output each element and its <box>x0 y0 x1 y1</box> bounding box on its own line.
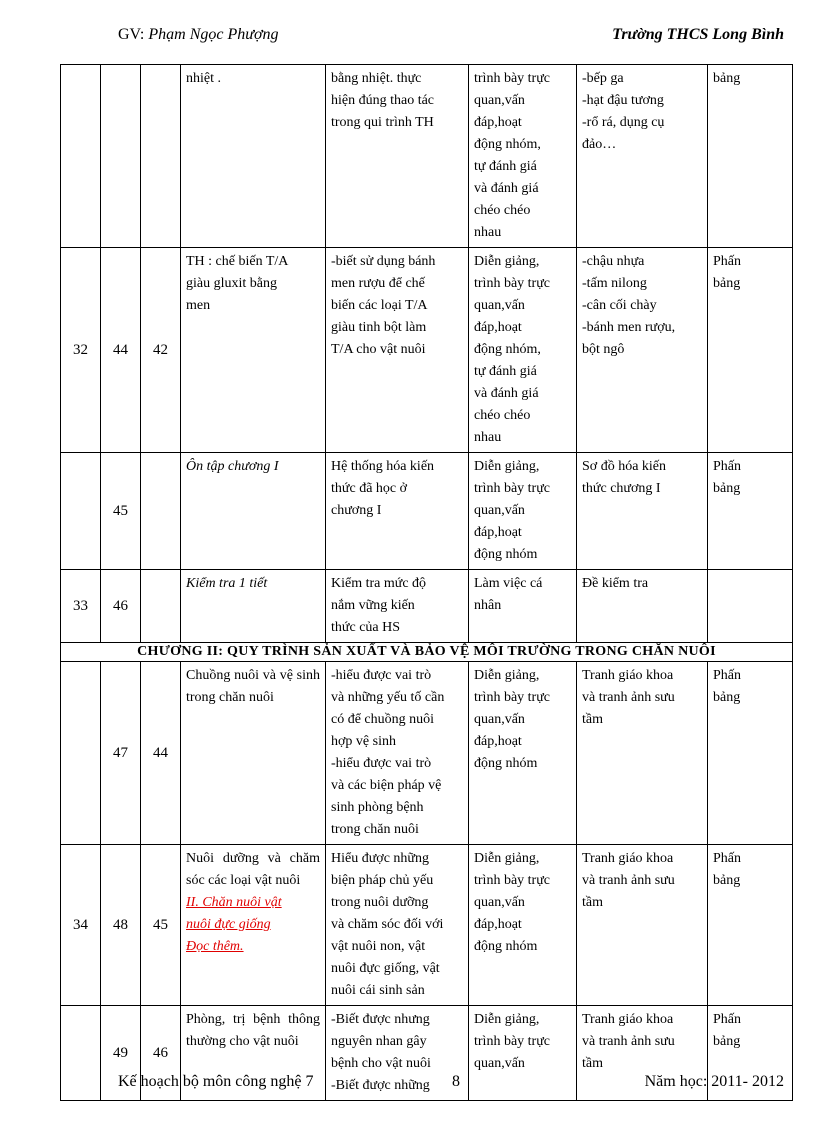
week-cell <box>61 65 101 248</box>
ppct-cell <box>141 570 181 643</box>
objectives-cell <box>326 453 469 570</box>
ppct-cell <box>141 65 181 248</box>
objectives-text: -biết sử dụng bánh men rượu để chế biến các loại T/A giàu tinh bột làm T/A cho vật nuôi <box>331 254 436 357</box>
methods-text: Làm việc cá nhân <box>474 576 543 613</box>
notes-cell <box>708 65 793 248</box>
notes-text: Phấn bảng <box>713 459 741 496</box>
objectives-cell <box>326 248 469 453</box>
notes-cell <box>708 570 793 643</box>
methods-cell <box>469 662 577 845</box>
chapter-heading: CHƯƠNG II: QUY TRÌNH SẢN XUẤT VÀ BẢO VỆ MÔI TRƯỜNG TRONG CHĂN NUÔI <box>61 643 793 662</box>
notes-text: Phấn bảng <box>713 1012 741 1049</box>
notes-text: Phấn bảng <box>713 668 741 705</box>
methods-text: Diễn giảng, trình bày trực quan,vấn đáp,hoạt động nhóm <box>474 668 551 771</box>
week-cell <box>61 662 101 845</box>
methods-text: trình bày trực quan,vấn đáp,hoạt động nhóm, tự đánh giá và đánh giá chéo chéo nhau <box>474 71 551 240</box>
materials-text: Tranh giáo khoa và tranh ảnh sưu tầm <box>582 668 675 727</box>
period-cell: 46 <box>101 570 141 643</box>
lesson-plan-table <box>60 64 793 1101</box>
notes-cell <box>708 453 793 570</box>
notes-text: bảng <box>713 71 741 86</box>
lesson-text: Phòng, trị bệnh thông thường cho vật nuôi <box>186 1012 320 1049</box>
footer-title: Kế hoạch bộ môn công nghệ 7 <box>118 1073 314 1090</box>
table-row <box>61 65 793 248</box>
notes-cell <box>708 662 793 845</box>
period-cell: 49 <box>101 1006 141 1101</box>
period-cell: 45 <box>101 453 141 570</box>
week-cell: 34 <box>61 845 101 1006</box>
notes-cell <box>708 845 793 1006</box>
ppct-cell: 44 <box>141 662 181 845</box>
methods-text: Diễn giảng, trình bày trực quan,vấn đáp,hoạt động nhóm <box>474 851 551 954</box>
period-cell: 48 <box>101 845 141 1006</box>
objectives-text: Hiểu được những biện pháp chủ yếu trong nuôi dưỡng và chăm sóc đối với vật nuôi non, vật nuôi đực giống, vật nuôi cái sinh sản <box>331 851 444 998</box>
materials-cell <box>577 248 708 453</box>
page-header-school: Trường THCS Long Bình <box>612 26 784 43</box>
lesson-text: Kiểm tra 1 tiết <box>186 576 268 591</box>
objectives-text: Hệ thống hóa kiến thức đã học ở chương I <box>331 459 435 518</box>
table-row <box>61 845 793 1006</box>
footer-school-year: Năm học: 2011- 2012 <box>644 1073 784 1090</box>
materials-cell <box>577 845 708 1006</box>
methods-cell <box>469 1006 577 1101</box>
lesson-cell <box>181 65 326 248</box>
ppct-cell: 45 <box>141 845 181 1006</box>
materials-text: Đề kiểm tra <box>582 576 649 591</box>
table-row <box>61 453 793 570</box>
lesson-text: nhiệt . <box>186 71 221 86</box>
notes-text: Phấn bảng <box>713 851 741 888</box>
objectives-text: -Biết được nhưng nguyên nhan gây bệnh cho vật nuôi -Biết được những <box>331 1012 431 1093</box>
lesson-cell <box>181 845 326 1006</box>
objectives-cell <box>326 845 469 1006</box>
methods-cell <box>469 453 577 570</box>
reading-note-link: II. Chăn nuôi vật nuôi đực giống Đọc thêm. <box>186 895 282 954</box>
lesson-text: Chuồng nuôi và vệ sinh trong chăn nuôi <box>186 668 320 705</box>
materials-text: Tranh giáo khoa và tranh ảnh sưu tầm <box>582 1012 675 1071</box>
objectives-text: bằng nhiệt. thực hiện đúng thao tác trong qui trình TH <box>331 71 435 130</box>
notes-text: Phấn bảng <box>713 254 741 291</box>
methods-cell <box>469 845 577 1006</box>
lesson-text: Ôn tập chương I <box>186 459 279 474</box>
materials-cell <box>577 570 708 643</box>
table-row <box>61 662 793 845</box>
lesson-cell <box>181 453 326 570</box>
materials-cell <box>577 453 708 570</box>
week-cell: 33 <box>61 570 101 643</box>
week-cell <box>61 453 101 570</box>
materials-text: Sơ đồ hóa kiến thức chương I <box>582 459 667 496</box>
ppct-cell: 42 <box>141 248 181 453</box>
methods-text: Diễn giảng, trình bày trực quan,vấn đáp,hoạt động nhóm, tự đánh giá và đánh giá chéo chéo nhau <box>474 254 551 445</box>
methods-text: Diễn giảng, trình bày trực quan,vấn <box>474 1012 551 1071</box>
week-cell: 32 <box>61 248 101 453</box>
methods-cell <box>469 248 577 453</box>
objectives-cell <box>326 65 469 248</box>
lesson-text: TH : chế biến T/A giàu gluxit bằng men <box>186 254 289 313</box>
page-number: 8 <box>452 1073 460 1090</box>
objectives-cell <box>326 1006 469 1101</box>
materials-text: Tranh giáo khoa và tranh ảnh sưu tầm <box>582 851 675 910</box>
week-cell <box>61 1006 101 1101</box>
teacher-name: Phạm Ngọc Phượng <box>148 26 279 43</box>
notes-cell <box>708 248 793 453</box>
period-cell <box>101 65 141 248</box>
teacher-prefix: GV: <box>118 26 149 43</box>
lesson-text: Nuôi dưỡng và chăm sóc các loại vật nuôi <box>186 851 320 888</box>
ppct-cell: 46 <box>141 1006 181 1101</box>
methods-cell <box>469 65 577 248</box>
objectives-text: Kiểm tra mức độ nắm vững kiến thức của HS <box>331 576 427 635</box>
period-cell: 47 <box>101 662 141 845</box>
methods-cell <box>469 570 577 643</box>
lesson-cell <box>181 662 326 845</box>
lesson-cell <box>181 248 326 453</box>
period-cell: 44 <box>101 248 141 453</box>
table-row <box>61 248 793 453</box>
table-row <box>61 570 793 643</box>
objectives-cell <box>326 570 469 643</box>
objectives-cell <box>326 662 469 845</box>
lesson-cell <box>181 570 326 643</box>
materials-text: -chậu nhựa -tấm nilong -cân cối chày -bánh men rượu, bột ngô <box>582 254 676 357</box>
materials-cell <box>577 65 708 248</box>
methods-text: Diễn giảng, trình bày trực quan,vấn đáp,hoạt động nhóm <box>474 459 551 562</box>
materials-text: -bếp ga -hạt đậu tương -rổ rá, dụng cụ đảo… <box>582 71 665 152</box>
ppct-cell <box>141 453 181 570</box>
page-header-teacher <box>118 26 279 44</box>
chapter-row <box>61 643 793 662</box>
objectives-text: -hiểu được vai trò và những yếu tố cần có để chuồng nuôi hợp vệ sinh -hiểu được vai trò và các biện pháp vệ sinh phòng bệnh trong chăn nuôi <box>331 668 445 837</box>
materials-cell <box>577 662 708 845</box>
